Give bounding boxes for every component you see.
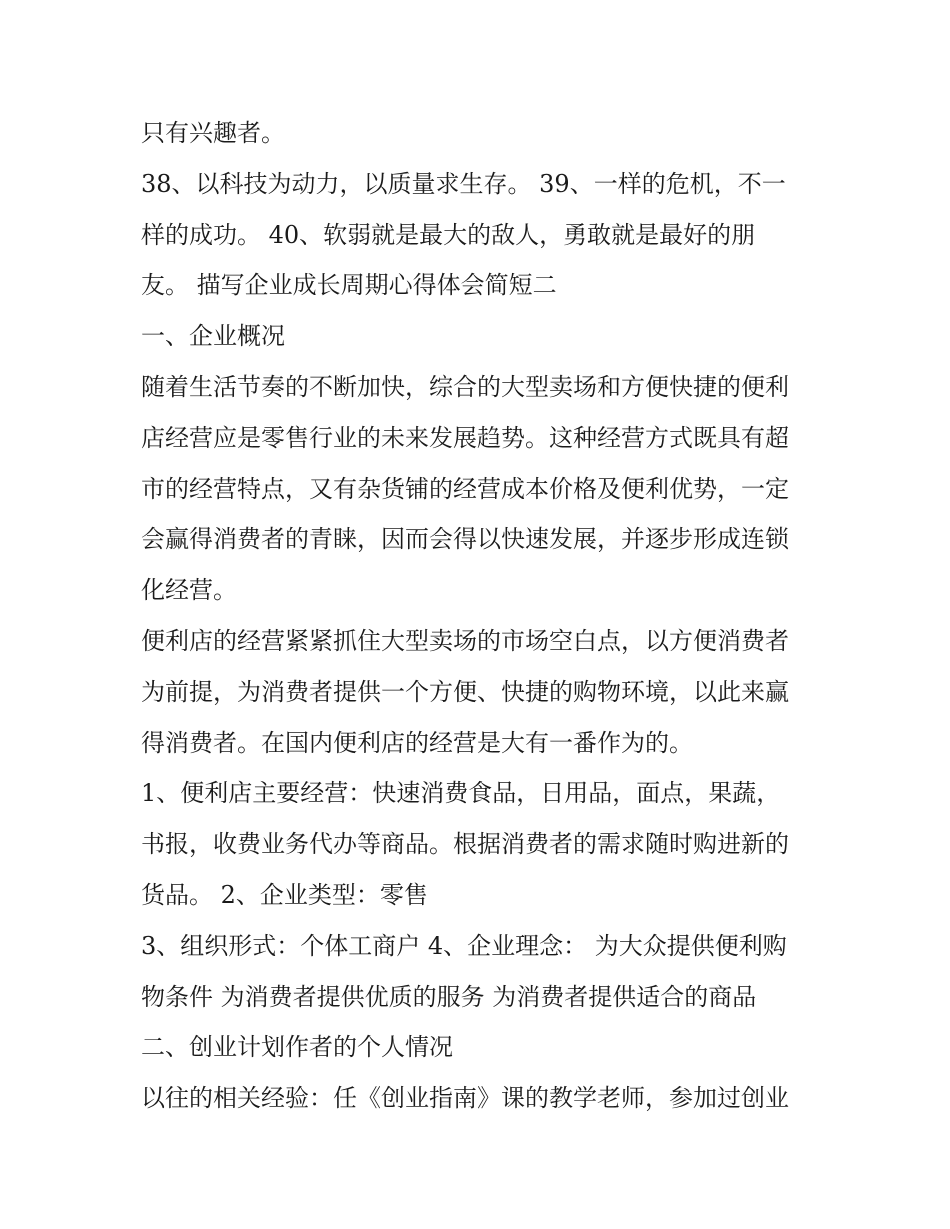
text-line: 随着生活节奏的不断加快，综合的大型卖场和方便快捷的便利 [141, 372, 789, 401]
text-line: 物条件 为消费者提供优质的服务 为消费者提供适合的商品 [141, 982, 757, 1011]
text-line: 市的经营特点，又有杂货铺的经营成本价格及便利优势，一定 [141, 474, 789, 503]
section-heading: 二、创业计划作者的个人情况 [141, 1033, 453, 1062]
document-body [141, 108, 821, 1124]
text-line: 店经营应是零售行业的未来发展趋势。这种经营方式既具有超 [141, 423, 789, 452]
text-line: 3、组织形式：个体工商户 4、企业理念： 为大众提供便利购 [141, 931, 787, 960]
text-line: 便利店的经营紧紧抓住大型卖场的市场空白点，以方便消费者 [141, 626, 789, 655]
text-line: 货品。 2、企业类型：零售 [141, 880, 428, 909]
text-line: 1、便利店主要经营：快速消费食品，日用品，面点，果蔬， [141, 779, 781, 808]
section-heading: 一、企业概况 [141, 322, 285, 351]
text-line: 友。 描写企业成长周期心得体会简短二 [141, 271, 557, 300]
text-line: 书报，收费业务代办等商品。根据消费者的需求随时购进新的 [141, 830, 789, 859]
text-line: 为前提，为消费者提供一个方便、快捷的购物环境，以此来赢 [141, 677, 789, 706]
text-line: 会赢得消费者的青睐，因而会得以快速发展，并逐步形成连锁 [141, 525, 789, 554]
text-line: 样的成功。 40、软弱就是最大的敌人，勇敢就是最好的朋 [141, 220, 756, 249]
text-line: 只有兴趣者。 [141, 119, 285, 147]
text-line: 38、以科技为动力，以质量求生存。 39、一样的危机，不一 [141, 169, 786, 198]
text-line: 化经营。 [141, 576, 237, 605]
text-line: 以往的相关经验：任《创业指南》课的教学老师，参加过创业 [141, 1084, 789, 1113]
text-line: 得消费者。在国内便利店的经营是大有一番作为的。 [141, 728, 693, 757]
